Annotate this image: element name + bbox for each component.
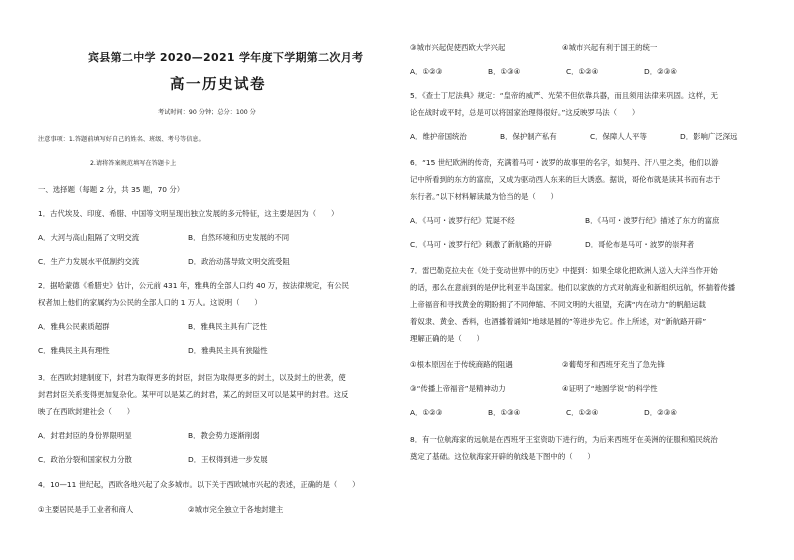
- q3-option-c: C．政治分裂和国家权力分散: [38, 455, 132, 464]
- q3-option-b: B．教会势力逐渐削弱: [188, 431, 260, 440]
- q7-item-4: ④证明了“地圆学说”的科学性: [562, 384, 658, 393]
- q7-stem-line-3: 上帝福音和寻找黄金的期盼拥了不同伸缩、不同文明的大祖望，充满“内在动力”的帆船运载: [410, 300, 706, 309]
- q4-item-3: ③城市兴起促使西欧大学兴起: [410, 43, 506, 52]
- exam-title: 高一历史试卷: [170, 77, 266, 93]
- q2-option-b: B．雅典民主具有广泛性: [188, 322, 267, 331]
- q5-option-b: B．保护制产私有: [500, 132, 557, 141]
- q4-item-2: ②城市完全独立于各地封建主: [188, 505, 284, 514]
- q3-stem-line-2: 封君封臣关系变得更加复杂化。某甲可以是某乙的封君，某乙的封臣又可以是某甲的封君。这反: [38, 390, 349, 399]
- left-column: [38, 0, 390, 560]
- q7-option-b: B．①③④: [488, 408, 521, 417]
- right-column: [410, 0, 770, 560]
- q2-option-d: D．雅典民主具有狭隘性: [188, 346, 268, 355]
- q7-item-1: ①根本原因在于传统商路的阻遇: [410, 360, 513, 369]
- q7-option-a: A．①②③: [410, 408, 443, 417]
- q2-option-c: C．雅典民主具有理性: [38, 346, 110, 355]
- q7-stem-line-1: 7．雷巴勒克拉夫在《处于变动世界中的历史》中提到：如果全球化把欧洲人送入大洋当作开始: [410, 266, 718, 275]
- q7-stem-line-4: 着奴隶、黄金、香料，也酒播着诵知“地球是圆的”等进步先它。作上所述，对“新航路开辟”: [410, 317, 707, 326]
- q4-option-a: A．①②③: [410, 67, 443, 76]
- q5-stem-line-2: 论在战时或平时，总是可以将国家治理得很好。”这反映罗马法（ ）: [410, 108, 640, 117]
- q2-stem-line-2: 权者加上他们的家属约为公民的全部人口的 1 万人。这说明（ ）: [38, 298, 262, 307]
- q6-option-c: C．《马可・波罗行纪》刺激了新航路的开辟: [410, 240, 552, 249]
- q4-option-c: C．①②④: [566, 67, 599, 76]
- notice-line-1: 注意事项：1.答题前填写好自己的姓名、班级、考号等信息。: [38, 136, 205, 143]
- q1-stem: 1．古代埃及、印度、希腊、中国等文明呈现出独立发展的多元特征，这主要是因为（ ）: [38, 209, 339, 218]
- q7-item-2: ②葡萄牙和西班牙充当了急先锋: [562, 360, 665, 369]
- q6-option-d: D．哥伦布是马可・波罗的崇拜者: [585, 240, 695, 249]
- exam-info: 考试时间：90 分钟；总分：100 分: [158, 109, 256, 116]
- q6-stem-line-1: 6．“15 世纪欧洲的传奇，充满着马可・波罗的故事里的名字，如契丹、汗八里之类，他们以游: [410, 158, 719, 167]
- q4-item-4: ④城市兴起有利于国王的统一: [562, 43, 658, 52]
- q7-stem-line-2: 的话，那么在意前到的是伊比利亚半岛国家。他们以家族的方式对航海业和新组织远航，怀揣着传播: [410, 283, 736, 292]
- q5-option-c: C．保障人人平等: [590, 132, 647, 141]
- q4-option-b: B．①③④: [488, 67, 521, 76]
- q7-option-d: D．②③④: [644, 408, 677, 417]
- q1-option-d: D．政治动荡导致文明交流受阻: [188, 257, 290, 266]
- q8-stem-line-1: 8．有一位航海家的远航是在西班牙王室资助下进行的，为后来西班牙在美洲的征服和殖民统治: [410, 435, 718, 444]
- q2-stem-line-1: 2．据哈蒙德《希腊史》估计，公元前 431 年，雅典的全部人口约 40 万，按法律规定，有公民: [38, 281, 350, 290]
- q7-stem-line-5: 理解正确的是（ ）: [410, 334, 484, 343]
- q6-option-b: B．《马可・波罗行纪》描述了东方的富庶: [585, 216, 720, 225]
- q6-stem-line-2: 记中所看到的东方的富庶，又成为驱动西人东来的巨大诱惑。据说，哥伦布就是读其书而有志于: [410, 175, 721, 184]
- section-heading: 一、选择题（每题 2 分，共 35 题，70 分）: [38, 185, 185, 194]
- q3-stem-line-1: 3．在西欧封建制度下，封君为取得更多的封臣，封臣为取得更多的封土，以及封土的世袭，使: [38, 373, 346, 382]
- q5-stem-line-1: 5．《查士丁尼法典》规定：“皇帝的威严、光荣不但依靠兵器，而且须用法律来巩固。这样，无: [410, 91, 718, 100]
- q8-stem-line-2: 奠定了基础。这位航海家开辟的航线是下图中的（ ）: [410, 452, 595, 461]
- q3-stem-line-3: 映了在西欧封建社会（ ）: [38, 407, 135, 416]
- q1-option-a: A．大河与高山阻隔了文明交流: [38, 233, 140, 242]
- q2-option-a: A．雅典公民素质超群: [38, 322, 110, 331]
- q1-option-b: B．自然环境和历史发展的不同: [188, 233, 290, 242]
- school-title: 宾县第二中学 2020—2021 学年度下学期第二次月考: [88, 51, 364, 64]
- q3-option-d: D．王权得到进一步发展: [188, 455, 268, 464]
- q4-stem: 4．10—11 世纪起，西欧各地兴起了众多城市。以下关于西欧城市兴起的表述，正确的是（ ）: [38, 480, 360, 489]
- q3-option-a: A．封君封臣的身份界限明显: [38, 431, 132, 440]
- q6-option-a: A．《马可・波罗行纪》荒诞不经: [410, 216, 515, 225]
- q6-stem-line-3: 东行者。”以下材料解读最为恰当的是（ ）: [410, 192, 558, 201]
- q7-item-3: ③“传播上帝福音”是精神动力: [410, 384, 506, 393]
- q5-option-a: A．维护帝国统治: [410, 132, 467, 141]
- q4-item-1: ①主要居民是手工业者和商人: [38, 505, 134, 514]
- q5-option-d: D．影响广泛深远: [680, 132, 738, 141]
- q4-option-d: D．②③④: [644, 67, 677, 76]
- q1-option-c: C．生产力发展水平低制约交流: [38, 257, 140, 266]
- notice-line-2: 2.请将答案规范填写在答题卡上: [90, 160, 177, 167]
- q7-option-c: C．①②④: [566, 408, 599, 417]
